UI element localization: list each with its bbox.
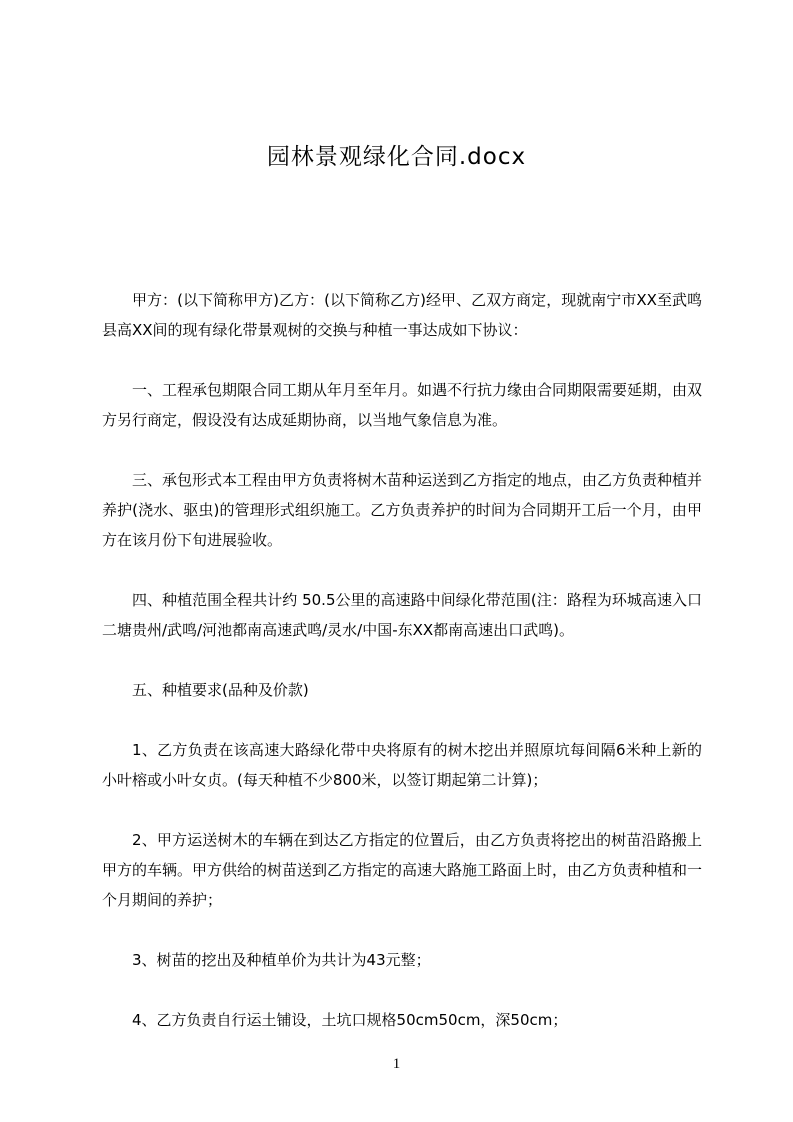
paragraph-item-3: 3、树苗的挖出及种植单价为共计为43元整；	[132, 951, 431, 969]
paragraph-term: 一、工程承包期限合同工期从年月至年月。如遇不行抗力缘由合同期限需要延期，由双方另行商定，假设没有达成延期协商，以当地气象信息为准。	[102, 381, 703, 429]
page-number: 1	[392, 1056, 401, 1072]
paragraph-planting-requirements: 五、种植要求(品种及价款)	[132, 681, 309, 699]
document-title: 园林景观绿化合同.docx	[266, 144, 527, 170]
paragraph-item-1: 1、乙方负责在该高速大路绿化带中央将原有的树木挖出并照原坑每间隔6米种上新的小叶榕或小叶女贞。(每天种植不少800米，以签订期起第二计算)；	[102, 741, 702, 789]
paragraph-contract-form: 三、承包形式本工程由甲方负责将树木苗种运送到乙方指定的地点，由乙方负责种植并养护(浇水、驱虫)的管理形式组织施工。乙方负责养护的时间为合同期开工后一个月，由甲方在该月份下旬进展验收。	[102, 471, 703, 549]
document-body	[102, 285, 702, 1065]
paragraph-planting-scope: 四、种植范围全程共计约 50.5公里的高速路中间绿化带范围(注：路程为环城高速入口二塘贵州/武鸣/河池都南高速武鸣/灵水/中国-东XX都南高速出口武鸣)。	[102, 591, 702, 639]
paragraph-parties: 甲方：(以下简称甲方)乙方：(以下简称乙方)经甲、乙双方商定，现就南宁市XX至武鸣县高XX间的现有绿化带景观树的交换与种植一事达成如下协议：	[102, 291, 702, 339]
paragraph-item-4: 4、乙方负责自行运土铺设，土坑口规格50cm50cm，深50cm；	[132, 1011, 568, 1029]
paragraph-item-2: 2、甲方运送树木的车辆在到达乙方指定的位置后，由乙方负责将挖出的树苗沿路搬上甲方的车辆。甲方供给的树苗送到乙方指定的高速大路施工路面上时，由乙方负责种植和一个月期间的养护；	[102, 831, 703, 909]
